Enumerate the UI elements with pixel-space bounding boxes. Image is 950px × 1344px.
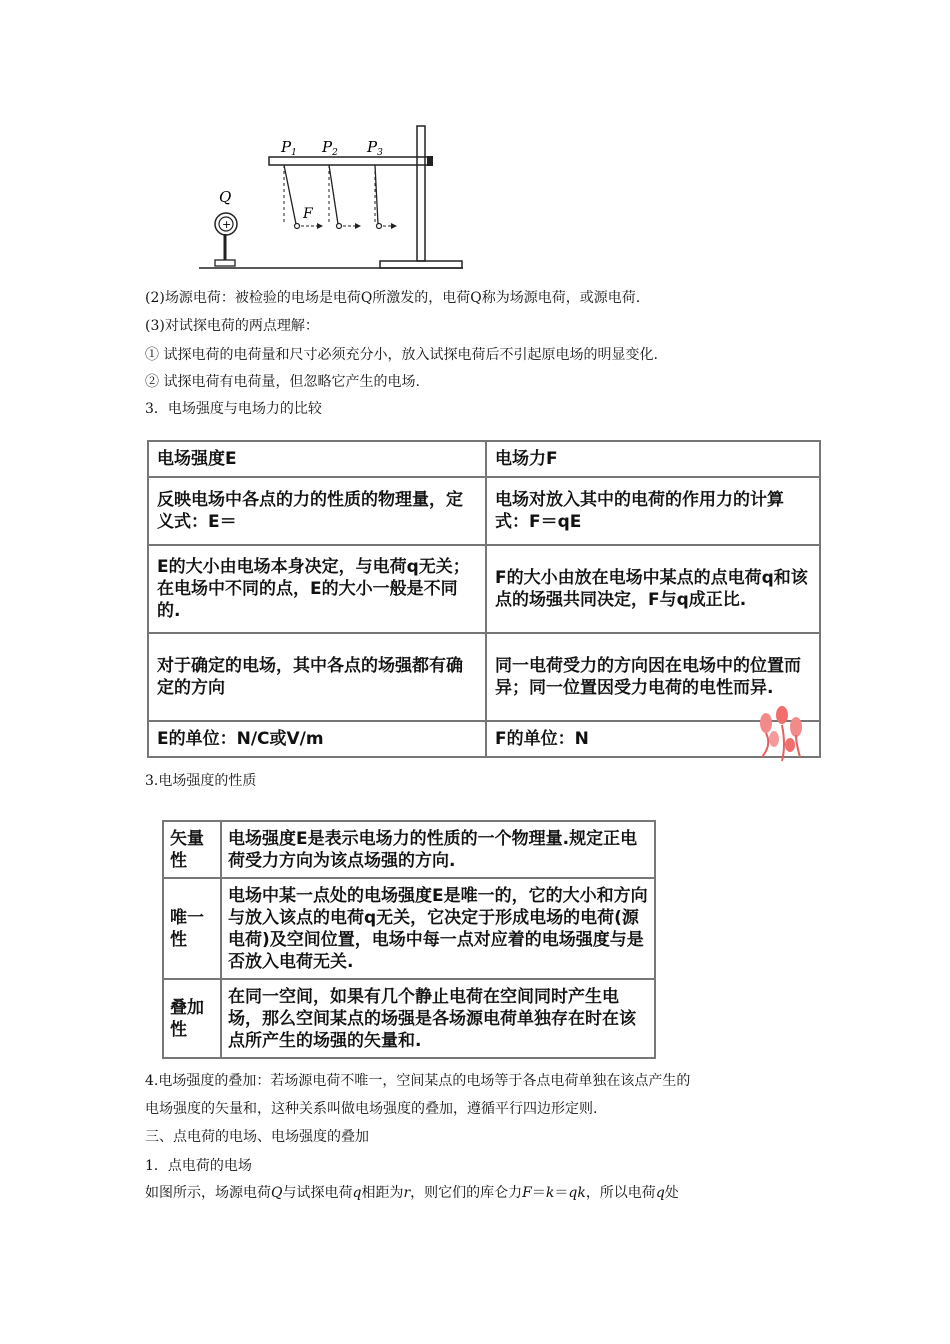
property-name-cell: 唯一性 [163,878,221,979]
table-cell: E的单位：N/C或V/m [148,721,486,757]
pendulum-figure [195,122,470,274]
property-name-cell: 叠加性 [163,979,221,1058]
label-p2: $P_2$ [322,138,338,158]
comparison-table [147,440,821,758]
property-text-cell: 电场强度E是表示电场力的性质的一个物理量.规定正电荷受力方向为该点场强的方向. [221,821,655,878]
heading-comparison: 3．电场强度与电场力的比较 [145,401,322,417]
property-name-cell: 矢量性 [163,821,221,878]
flower-stamp-image [752,705,812,763]
table-header-row [148,441,820,477]
table-row [148,633,820,721]
label-q: Q [219,188,232,206]
properties-table [162,820,656,1059]
label-p3: $P_3$ [367,138,383,158]
label-p1: $P_1$ [281,138,297,158]
table-cell: F的单位：N [486,721,820,757]
header-cell-field-force: 电场力F [486,441,820,477]
header-cell-field-strength: 电场强度E [148,441,486,477]
table-cell: 电场对放入其中的电荷的作用力的计算式：F＝qE [486,477,820,545]
section-heading-3: 三、点电荷的电场、电场强度的叠加 [145,1129,369,1145]
label-f: F [303,206,313,222]
table-cell: E的大小由电场本身决定，与电荷q无关；在电场中不同的点，E的大小一般是不同的. [148,545,486,633]
subheading-point-charge: 1．点电荷的电场 [145,1158,252,1174]
table-cell: 同一电荷受力的方向因在电场中的位置而异；同一位置因受力电荷的电性而异. [486,633,820,721]
table-cell: 对于确定的电场，其中各点的场强都有确定的方向 [148,633,486,721]
table-cell: 反映电场中各点的力的性质的物理量，定义式：E＝ [148,477,486,545]
table-row [148,545,820,633]
table-row [163,979,655,1058]
property-text-cell: 电场中某一点处的电场强度E是唯一的，它的大小和方向与放入该点的电荷q无关，它决定于形成电场的电荷(源电荷)及空间位置，电场中每一点对应着的电场强度与是否放入电荷无关. [221,878,655,979]
table-cell: F的大小由放在电场中某点的点电荷q和该点的场强共同决定，F与q成正比. [486,545,820,633]
paragraph-point-charge: 如图所示，场源电荷Q与试探电荷q相距为r，则它们的库仑力F＝k＝qk，所以电荷q处 [145,1185,679,1201]
paragraph-point-1: ① 试探电荷的电荷量和尺寸必须充分小，放入试探电荷后不引起原电场的明显变化. [145,347,658,363]
label-plus: + [222,218,232,231]
table-row [163,878,655,979]
table-row [148,721,820,757]
property-text-cell: 在同一空间，如果有几个静止电荷在空间同时产生电场，那么空间某点的场强是各场源电荷单独存在时在该点所产生的场强的矢量和. [221,979,655,1058]
heading-properties: 3.电场强度的性质 [145,773,257,789]
paragraph-understanding: (3)对试探电荷的两点理解： [145,318,319,334]
paragraph-source-charge: (2)场源电荷：被检验的电场是电荷Q所激发的，电荷Q称为场源电荷，或源电荷. [145,290,641,306]
paragraph-superposition-1: 4.电场强度的叠加：若场源电荷不唯一，空间某点的电场等于各点电荷单独在该点产生的 [145,1073,691,1089]
table-row [163,821,655,878]
paragraph-point-2: ② 试探电荷有电荷量，但忽略它产生的电场. [145,374,420,390]
paragraph-superposition-2: 电场强度的矢量和，这种关系叫做电场强度的叠加，遵循平行四边形定则. [145,1101,598,1117]
table-row [148,477,820,545]
